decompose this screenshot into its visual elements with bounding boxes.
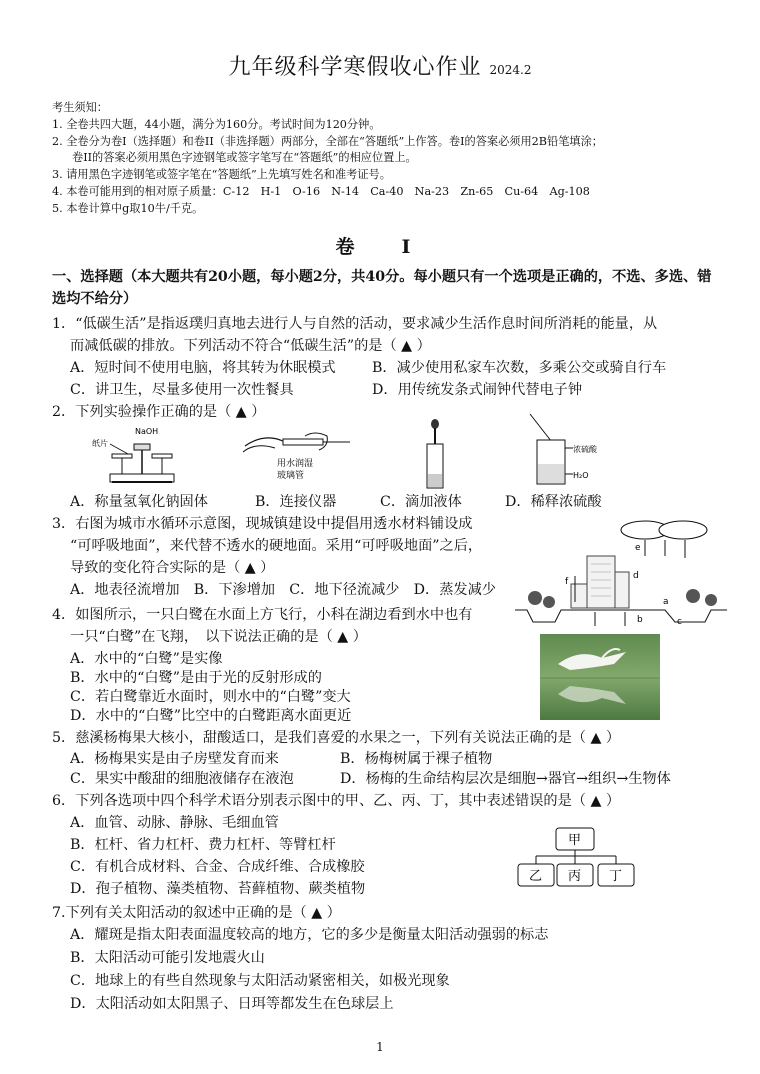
q1-option-c: C．讲卫生，尽量多使用一次性餐具 (70, 382, 294, 398)
box-bing: 丙 (568, 869, 582, 884)
notice-item: 卷II的答案必须用黑色字迹钢笔或签字笔写在“答题纸”的相应位置上。 (72, 151, 417, 164)
q4-option-a: A．水中的“白鹭”是实像 (70, 651, 223, 667)
naoh-label: NaOH (135, 427, 159, 436)
q2-option-d: D．稀释浓硫酸 (505, 494, 602, 510)
q4-option-d: D．水中的“白鹭”比空中的白鹭距离水面更近 (70, 708, 352, 724)
q6-option-d: D．孢子植物、藻类植物、苔藓植物、蕨类植物 (70, 881, 366, 897)
acid-label: 浓硫酸 (573, 445, 597, 454)
q2-option-c: C．滴加液体 (380, 494, 462, 510)
water-wet-label: 用水润湿 (277, 459, 314, 469)
q1-stem-line2: 而减低碳的排放。下列活动不符合“低碳生活”的是（ ▲ ） (70, 338, 431, 354)
q6-option-a: A．血管、动脉、静脉、毛细血管 (70, 815, 279, 831)
q5-option-c: C．果实中酸甜的细胞液储存在液泡 (70, 771, 294, 787)
egret-photo (540, 634, 660, 720)
dilution-figure (525, 412, 605, 490)
notice-item: 5. 本卷计算中g取10牛/千克。 (52, 202, 204, 215)
q6-option-b: B．杠杆、省力杠杆、费力杠杆、等臂杠杆 (70, 837, 336, 853)
balance-figure (90, 422, 190, 490)
water-cycle-figure (515, 518, 727, 630)
q5-option-d: D．杨梅的生命结构层次是细胞→器官→组织→生物体 (340, 771, 671, 787)
q1-option-b: B．减少使用私家车次数，多乘公交或骑自行车 (372, 360, 667, 376)
q6-option-c: C．有机合成材料、合金、合成纤维、合成橡胶 (70, 859, 365, 875)
tube-connection-figure (235, 422, 355, 490)
q4-option-b: B．水中的“白鹭”是由于光的反射形成的 (70, 670, 322, 686)
q3-options: A．地表径流增加 B．下渗增加 C．地下径流减少 D．蒸发减少 (70, 582, 496, 598)
q7-stem: 7.下列有关太阳活动的叙述中正确的是（ ▲ ） (52, 905, 341, 921)
q1-option-d: D．用传统发条式闹钟代替电子钟 (372, 382, 583, 398)
volume-heading: 卷 I (335, 236, 425, 258)
page-title (0, 50, 760, 81)
paper-label: 纸片 (92, 439, 108, 448)
q6-stem: 6．下列各选项中四个科学术语分别表示图中的甲、乙、丙、丁，其中表述错误的是（ ▲ ） (52, 793, 621, 809)
glass-tube-label: 玻璃管 (277, 471, 305, 481)
box-jia: 甲 (568, 833, 582, 848)
q3-stem-line3: 导致的变化符合实际的是（ ▲ ） (70, 560, 275, 576)
q1-stem-line1: 1．“低碳生活”是指返璞归真地去进行人与自然的活动，要求减少生活作息时间所消耗的能量，从 (52, 316, 658, 332)
box-yi: 乙 (529, 869, 543, 884)
notice-item: 4. 本卷可能用到的相对原子质量：C-12 H-1 O-16 N-14 Ca-40 Na-23 Zn-65 Cu-64 Ag-108 (52, 185, 590, 198)
q1-option-a: A．短时间不使用电脑，将其转为休眠模式 (70, 360, 336, 376)
cycle-label-a: a (663, 597, 669, 607)
q7-option-c: C．地球上的有些自然现象与太阳活动紧密相关，如极光现象 (70, 973, 450, 989)
notice-item: 2. 全卷分为卷I（选择题）和卷II（非选择题）两部分，全部在“答题纸”上作答。卷I的答案必须用2B铅笔填涂； (52, 135, 603, 148)
cycle-label-b: b (637, 615, 643, 625)
q2-option-b: B．连接仪器 (255, 494, 337, 510)
cycle-label-f: f (565, 577, 569, 587)
q4-stem-line1: 4．如图所示，一只白鹭在水面上方飞行，小科在湖边看到水中也有 (52, 607, 473, 623)
page-number: 1 (376, 1040, 384, 1054)
notice-heading: 考生须知： (52, 101, 108, 114)
q2-option-a: A．称量氢氧化钠固体 (70, 494, 208, 510)
q7-option-b: B．太阳活动可能引发地震火山 (70, 950, 265, 966)
cycle-label-d: d (633, 571, 639, 581)
q3-stem-line2: “可呼吸地面”，来代替不透水的硬地面。采用“可呼吸地面”之后， (70, 538, 483, 554)
dropper-figure (415, 418, 455, 492)
q5-option-a: A．杨梅果实是由子房壁发育而来 (70, 751, 279, 767)
water-label: H₂O (573, 471, 589, 480)
cycle-label-c: c (677, 617, 682, 627)
notice-item: 3. 请用黑色字迹钢笔或签字笔在“答题纸”上先填写姓名和准考证号。 (52, 168, 391, 181)
q3-stem-line1: 3．右图为城市水循环示意图，现城镇建设中提倡用透水材料铺设成 (52, 516, 473, 532)
title-text: 九年级科学寒假收心作业 (228, 55, 482, 80)
q5-option-b: B．杨梅树属于裸子植物 (340, 751, 493, 767)
title-date: 2024.2 (489, 63, 532, 77)
q5-stem: 5．慈溪杨梅果大核小，甜酸适口，是我们喜爱的水果之一，下列有关说法正确的是（ ▲ ） (52, 730, 621, 746)
q4-stem-line2: 一只“白鹭”在飞翔， 以下说法正确的是（ ▲ ） (70, 629, 367, 645)
box-ding: 丁 (609, 869, 623, 884)
hierarchy-diagram (512, 826, 638, 892)
q7-option-a: A．耀斑是指太阳表面温度较高的地方，它的多少是衡量太阳活动强弱的标志 (70, 927, 549, 943)
section-heading: 一、选择题（本大题共有20小题，每小题2分，共40分。每小题只有一个选项是正确的，不选、多选、错选均不给分） (52, 269, 712, 307)
q2-stem: 2．下列实验操作正确的是（ ▲ ） (52, 404, 266, 420)
q4-option-c: C．若白鹭靠近水面时，则水中的“白鹭”变大 (70, 689, 351, 705)
notice-item: 1. 全卷共四大题，44小题，满分为160分。考试时间为120分钟。 (52, 118, 381, 131)
cycle-label-e: e (635, 543, 641, 553)
q7-option-d: D．太阳活动如太阳黑子、日珥等都发生在色球层上 (70, 996, 394, 1012)
